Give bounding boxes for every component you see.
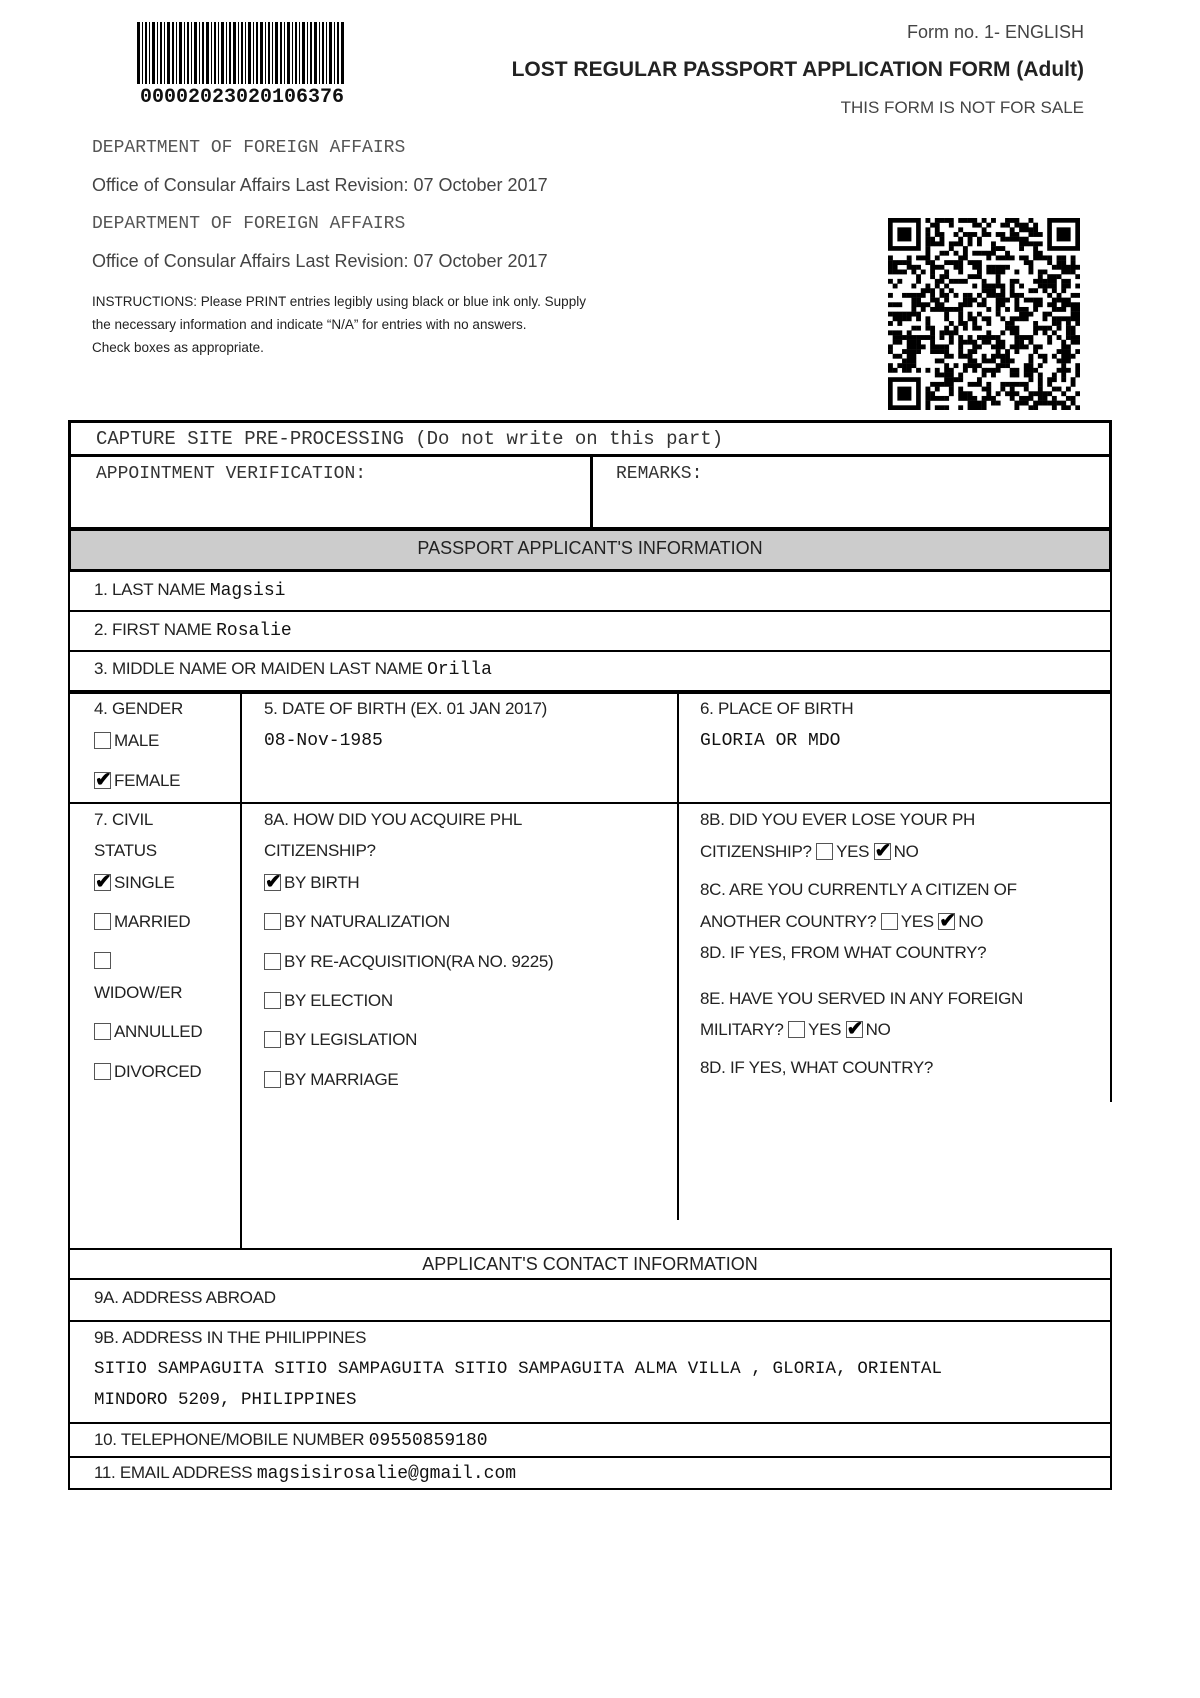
- widower-checkbox[interactable]: [94, 952, 111, 969]
- citizenship-option-label: BY LEGISLATION: [284, 1030, 418, 1049]
- email-value: magsisirosalie@gmail.com: [256, 1464, 517, 1484]
- by-birth-checkbox[interactable]: [264, 874, 281, 891]
- q8c-answer: NO: [958, 912, 984, 931]
- q8c-yes-checkbox[interactable]: [881, 913, 898, 930]
- address-ph-label: 9B. ADDRESS IN THE PHILIPPINES: [94, 1328, 367, 1347]
- last-name-field[interactable]: [94, 580, 285, 601]
- divider: [68, 692, 70, 1250]
- citizenship-option-label: BY MARRIAGE: [284, 1070, 399, 1089]
- divider: [1110, 692, 1112, 1102]
- instructions-line-1: INSTRUCTIONS: Please PRINT entries legibly using black or blue ink only. Supply: [92, 294, 586, 309]
- female-checkbox[interactable]: [94, 772, 111, 789]
- yes-label: YES: [808, 1020, 842, 1039]
- citizenship-option-birth[interactable]: [264, 873, 359, 893]
- contact-section-title: APPLICANT'S CONTACT INFORMATION: [422, 1254, 758, 1274]
- phone-value: 09550859180: [368, 1431, 488, 1451]
- q8c-label-2: ANOTHER COUNTRY?: [700, 912, 877, 931]
- male-checkbox[interactable]: [94, 732, 111, 749]
- first-name-field[interactable]: [94, 620, 292, 641]
- barcode-number: 00002023020106376: [139, 86, 345, 109]
- citizenship-option-naturalization[interactable]: [264, 912, 450, 932]
- gender-option-label: MALE: [114, 731, 160, 750]
- divider: [68, 802, 240, 804]
- gender-option-male[interactable]: [94, 731, 159, 751]
- first-name-value: Rosalie: [216, 621, 292, 641]
- instructions-line-2: the necessary information and indicate “N/A” for entries with no answers.: [92, 317, 527, 332]
- q8b-label-1: 8B. DID YOU EVER LOSE YOUR PH: [700, 810, 976, 829]
- by-reacquisition-checkbox[interactable]: [264, 953, 281, 970]
- q8e-answer-row: [700, 1020, 891, 1040]
- office-revision-1: Office of Consular Affairs Last Revision: 07 October 2017: [92, 175, 548, 195]
- q8c-no-checkbox[interactable]: [938, 913, 955, 930]
- q8e-label-1: 8E. HAVE YOU SERVED IN ANY FOREIGN: [700, 989, 1023, 1008]
- phone-field[interactable]: [94, 1430, 488, 1451]
- citizenship-option-label: BY NATURALIZATION: [284, 912, 450, 931]
- barcode-bars: [137, 22, 345, 84]
- citizenship-option-election[interactable]: [264, 991, 393, 1011]
- citizenship-label-1: 8A. HOW DID YOU ACQUIRE PHL: [264, 810, 522, 829]
- applicant-section-title: PASSPORT APPLICANT'S INFORMATION: [417, 538, 763, 558]
- form-number: Form no. 1- ENGLISH: [906, 22, 1084, 42]
- citizenship-option-label: BY BIRTH: [284, 873, 360, 892]
- middle-name-field[interactable]: [94, 659, 492, 680]
- gender-option-label: FEMALE: [114, 771, 181, 790]
- q8b-label-2: CITIZENSHIP?: [700, 842, 812, 861]
- dob-label: 5. DATE OF BIRTH (EX. 01 JAN 2017): [264, 699, 547, 718]
- qr-code-pattern: [888, 218, 1080, 410]
- by-legislation-checkbox[interactable]: [264, 1031, 281, 1048]
- divorced-checkbox[interactable]: [94, 1063, 111, 1080]
- q8e-answer: NO: [865, 1020, 891, 1039]
- first-name-label: 2. FIRST NAME: [94, 620, 212, 639]
- q8d2-label: 8D. IF YES, WHAT COUNTRY?: [700, 1058, 934, 1077]
- dob-value[interactable]: 08-Nov-1985: [264, 731, 383, 751]
- divider: [590, 456, 593, 530]
- citizenship-option-marriage[interactable]: [264, 1070, 398, 1090]
- gender-label: 4. GENDER: [94, 699, 183, 718]
- civil-option-label: ANNULLED: [114, 1022, 203, 1041]
- address-abroad-label[interactable]: 9A. ADDRESS ABROAD: [94, 1288, 276, 1307]
- q8b-answer-row: [700, 842, 919, 862]
- instructions-line-3: Check boxes as appropriate.: [92, 340, 264, 355]
- last-name-label: 1. LAST NAME: [94, 580, 206, 599]
- address-ph-line-2[interactable]: MINDORO 5209, PHILIPPINES: [94, 1390, 357, 1410]
- annulled-checkbox[interactable]: [94, 1023, 111, 1040]
- q8c-answer-row: [700, 912, 983, 932]
- q8c-label-1: 8C. ARE YOU CURRENTLY A CITIZEN OF: [700, 880, 1017, 899]
- last-name-value: Magsisi: [209, 581, 286, 601]
- civil-option-label: DIVORCED: [114, 1062, 202, 1081]
- q8e-label-2: MILITARY?: [700, 1020, 784, 1039]
- q8e-yes-checkbox[interactable]: [788, 1021, 805, 1038]
- q8b-no-checkbox[interactable]: [874, 843, 891, 860]
- civil-status-label-1: 7. CIVIL: [94, 810, 154, 829]
- phone-label: 10. TELEPHONE/MOBILE NUMBER: [94, 1430, 365, 1449]
- capture-site-title: CAPTURE SITE PRE-PROCESSING (Do not write on this part): [96, 428, 724, 450]
- not-for-sale-notice: THIS FORM IS NOT FOR SALE: [840, 98, 1084, 117]
- divider: [240, 802, 1112, 804]
- office-revision-2: Office of Consular Affairs Last Revision: 07 October 2017: [92, 251, 548, 271]
- q8d-label: 8D. IF YES, FROM WHAT COUNTRY?: [700, 943, 987, 962]
- email-label: 11. EMAIL ADDRESS: [94, 1463, 253, 1482]
- civil-option-widower-checkbox-row[interactable]: [94, 952, 114, 971]
- remarks-label: REMARKS:: [616, 464, 703, 484]
- by-election-checkbox[interactable]: [264, 992, 281, 1009]
- yes-label: YES: [836, 842, 870, 861]
- citizenship-option-label: BY RE-ACQUISITION(RA NO. 9225): [284, 952, 554, 971]
- email-field[interactable]: [94, 1463, 516, 1484]
- form-title: LOST REGULAR PASSPORT APPLICATION FORM (Adult): [511, 58, 1084, 81]
- civil-option-label: WIDOW/ER: [94, 983, 183, 1002]
- middle-name-value: Orilla: [427, 660, 492, 680]
- address-ph-line-1[interactable]: SITIO SAMPAGUITA SITIO SAMPAGUITA SITIO SAMPAGUITA ALMA VILLA , GLORIA, ORIENTAL: [94, 1359, 943, 1379]
- citizenship-option-label: BY ELECTION: [284, 991, 393, 1010]
- citizenship-label-2: CITIZENSHIP?: [264, 841, 376, 860]
- instructions: [92, 290, 662, 359]
- civil-status-label-2: STATUS: [94, 841, 157, 860]
- married-checkbox[interactable]: [94, 913, 111, 930]
- civil-option-married[interactable]: [94, 912, 190, 932]
- civil-option-single[interactable]: [94, 873, 175, 893]
- civil-option-label: SINGLE: [114, 873, 175, 892]
- pob-label: 6. PLACE OF BIRTH: [700, 699, 854, 718]
- q8e-no-checkbox[interactable]: [846, 1021, 863, 1038]
- yes-label: YES: [900, 912, 934, 931]
- divider: [677, 692, 679, 1220]
- by-naturalization-checkbox[interactable]: [264, 913, 281, 930]
- pob-value[interactable]: GLORIA OR MDO: [700, 731, 841, 751]
- single-checkbox[interactable]: [94, 874, 111, 891]
- citizenship-option-legislation[interactable]: [264, 1030, 417, 1050]
- civil-option-annulled[interactable]: [94, 1022, 202, 1042]
- q8b-yes-checkbox[interactable]: [816, 843, 833, 860]
- divider: [68, 692, 1112, 694]
- divider: [240, 692, 242, 1250]
- barcode: [137, 22, 345, 84]
- department-heading-1: DEPARTMENT OF FOREIGN AFFAIRS: [92, 138, 406, 158]
- civil-option-divorced[interactable]: [94, 1062, 201, 1082]
- appointment-verification-label: APPOINTMENT VERIFICATION:: [96, 464, 367, 484]
- middle-name-label: 3. MIDDLE NAME OR MAIDEN LAST NAME: [94, 659, 423, 678]
- by-marriage-checkbox[interactable]: [264, 1071, 281, 1088]
- q8b-answer: NO: [893, 842, 919, 861]
- gender-option-female[interactable]: [94, 771, 180, 791]
- citizenship-option-reacquisition[interactable]: [264, 952, 553, 972]
- civil-option-label: MARRIED: [114, 912, 191, 931]
- department-heading-2: DEPARTMENT OF FOREIGN AFFAIRS: [92, 214, 406, 234]
- qr-code: [888, 218, 1080, 410]
